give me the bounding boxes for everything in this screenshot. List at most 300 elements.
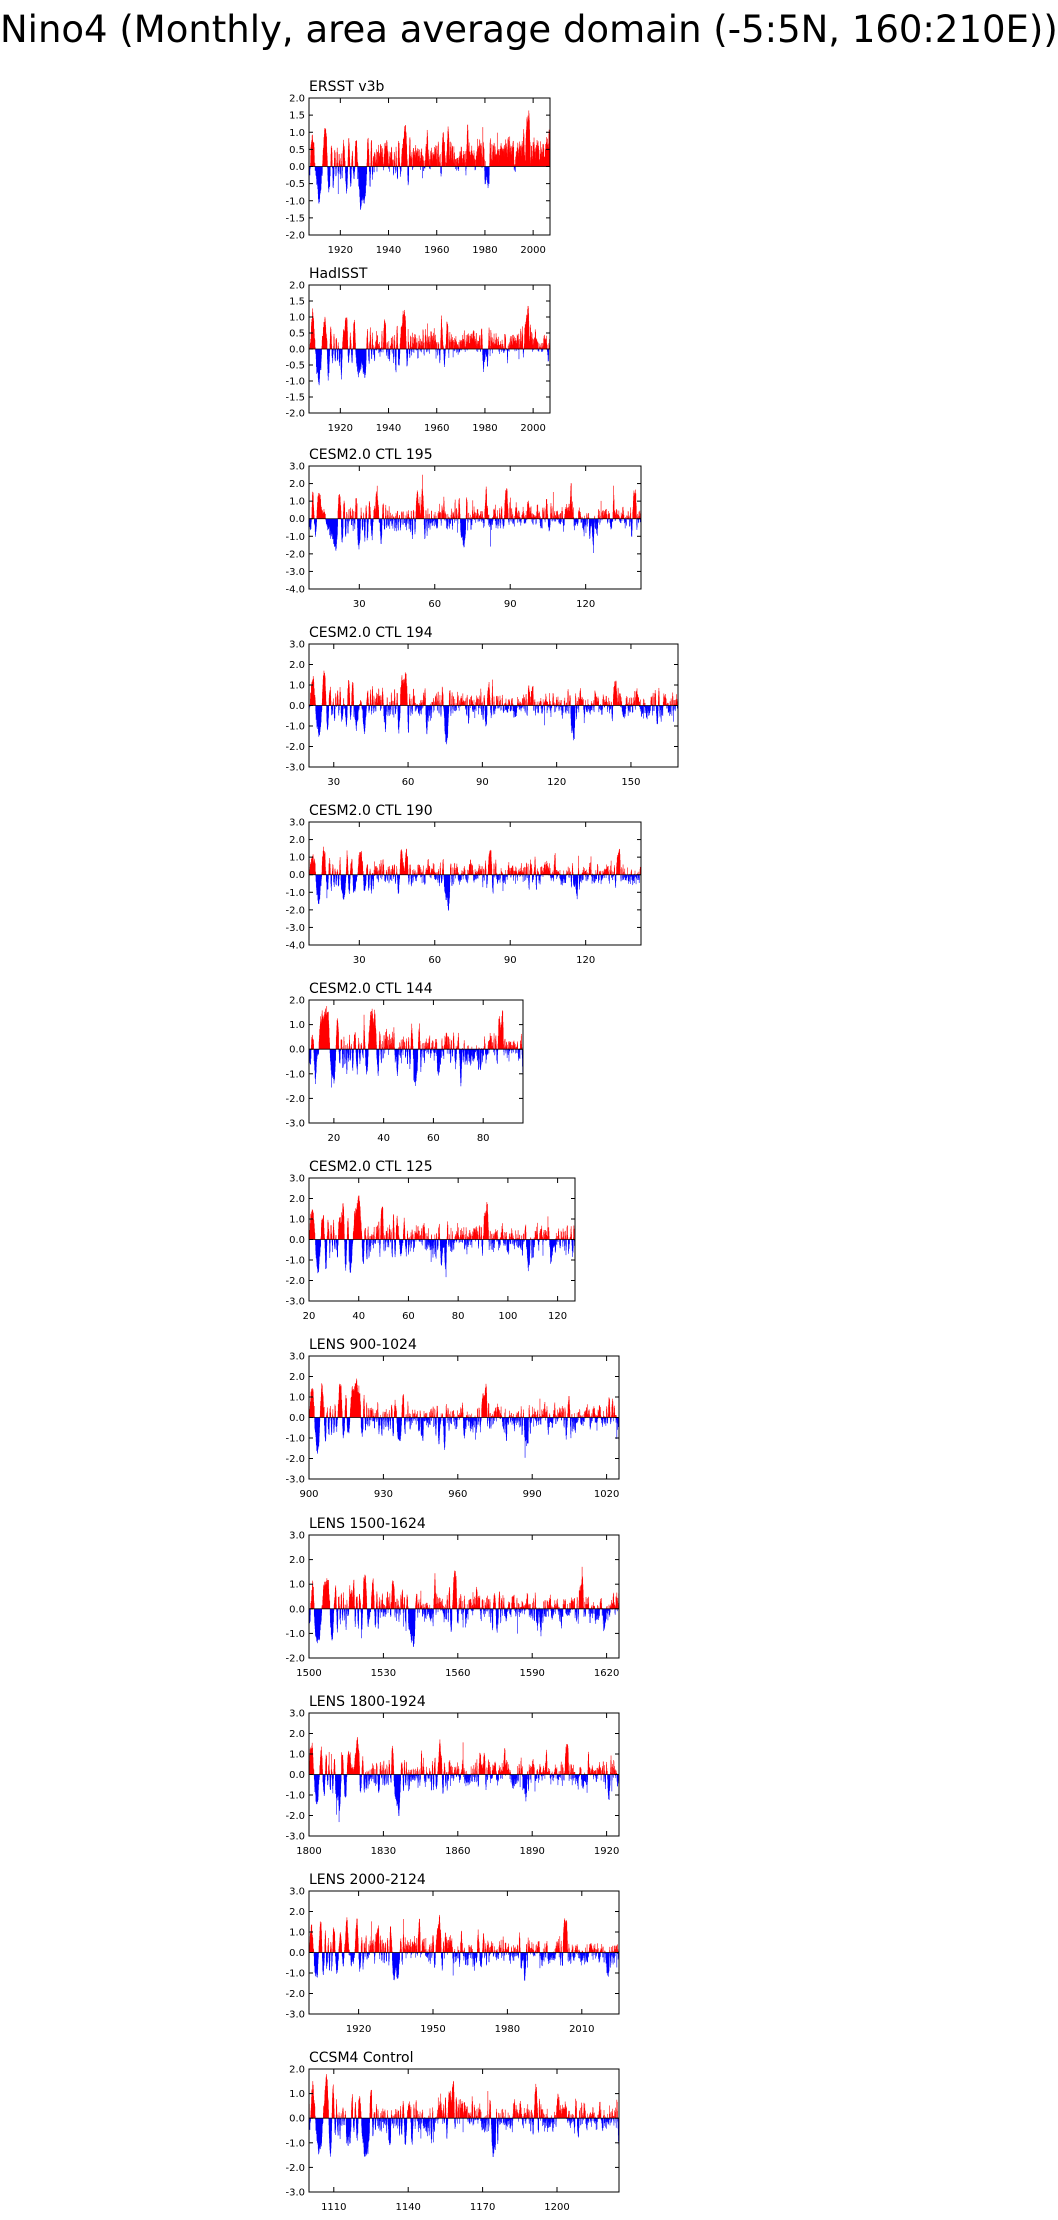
bar (536, 339, 537, 349)
bar (356, 143, 357, 166)
bar (504, 348, 505, 349)
bar (534, 338, 535, 349)
bar (513, 147, 514, 166)
bar (388, 163, 389, 166)
bar (397, 167, 398, 171)
bar (344, 158, 345, 167)
bar (541, 161, 542, 167)
bar (351, 167, 352, 184)
bar (491, 340, 492, 349)
bar (421, 155, 422, 166)
bar (370, 332, 371, 349)
bar (389, 167, 390, 172)
bar (511, 336, 512, 349)
bar (432, 155, 433, 166)
bar (378, 344, 379, 349)
bar (435, 341, 436, 349)
bar (402, 317, 403, 349)
bar (496, 161, 497, 167)
bar (441, 167, 442, 173)
bar (494, 334, 495, 349)
bar (324, 137, 325, 166)
bar (474, 164, 475, 166)
bar (404, 315, 405, 349)
bar (356, 140, 357, 166)
bar (331, 329, 332, 349)
bar (490, 338, 491, 349)
bar (397, 326, 398, 349)
bar (479, 146, 480, 167)
bar (314, 165, 315, 166)
bar (347, 327, 348, 349)
bar (474, 340, 475, 349)
bar (543, 144, 544, 167)
bar (540, 344, 541, 349)
bar (508, 348, 509, 349)
bar (365, 167, 366, 192)
bar (355, 167, 356, 169)
bar (322, 167, 323, 175)
bar (389, 341, 390, 349)
bar (326, 338, 327, 349)
bar (536, 150, 537, 167)
bar (541, 348, 542, 349)
bar (475, 160, 476, 167)
bar (401, 166, 402, 167)
bar (459, 342, 460, 349)
bar (430, 167, 431, 170)
bar (450, 346, 451, 349)
bar (547, 139, 548, 167)
bar (340, 167, 341, 175)
bar (471, 157, 472, 167)
bar (505, 154, 506, 166)
bar (457, 167, 458, 170)
bar (443, 347, 444, 349)
bar (431, 148, 432, 167)
bar (504, 146, 505, 166)
x-tick-label: 120 (576, 599, 595, 610)
bar (451, 158, 452, 167)
bar (386, 343, 387, 349)
bar (366, 167, 367, 175)
bar (526, 126, 527, 166)
bar (498, 150, 499, 166)
bar (338, 342, 339, 349)
bar (326, 137, 327, 167)
bar (373, 345, 374, 349)
bar (538, 154, 539, 167)
bar (517, 336, 518, 349)
bar (522, 333, 523, 349)
x-tick-label: 1920 (328, 423, 353, 434)
bar (509, 148, 510, 166)
bar (460, 340, 461, 349)
bar (424, 167, 425, 169)
bar (369, 167, 370, 172)
bar (403, 141, 404, 167)
bar (469, 336, 470, 349)
bar (475, 345, 476, 349)
bar (533, 146, 534, 167)
bar (317, 349, 318, 371)
bar (433, 162, 434, 167)
bar (468, 344, 469, 349)
bar (546, 339, 547, 349)
bar (458, 163, 459, 166)
bar (320, 167, 321, 189)
bar (498, 342, 499, 349)
bar (418, 151, 419, 167)
bar (457, 344, 458, 349)
bar (377, 152, 378, 166)
bar (408, 342, 409, 349)
bar (477, 344, 478, 349)
bar (335, 150, 336, 167)
bar (366, 167, 367, 186)
bar (358, 167, 359, 187)
bar (455, 167, 456, 170)
bar (421, 342, 422, 349)
bar (543, 145, 544, 167)
bar (540, 348, 541, 349)
bar (525, 152, 526, 166)
bar (443, 134, 444, 167)
bar (370, 341, 371, 349)
bar (426, 147, 427, 167)
bar (436, 145, 437, 166)
bar (446, 346, 447, 349)
bar (372, 161, 373, 167)
bar (478, 347, 479, 349)
bar (456, 159, 457, 167)
bar (453, 165, 454, 167)
bar (533, 340, 534, 349)
bar (528, 120, 529, 166)
bar (517, 344, 518, 349)
bar (514, 341, 515, 349)
bar (471, 334, 472, 349)
bar (422, 161, 423, 166)
bar (508, 138, 509, 166)
bar (409, 145, 410, 166)
bar (517, 344, 518, 349)
bar (400, 167, 401, 169)
bar (332, 160, 333, 166)
bar (406, 132, 407, 167)
bar (514, 164, 515, 166)
bar (385, 326, 386, 349)
bar (369, 342, 370, 349)
bar (386, 152, 387, 167)
bar (347, 167, 348, 185)
bar (351, 167, 352, 187)
bar (518, 149, 519, 167)
bar (470, 339, 471, 349)
bar (505, 337, 506, 349)
bar (470, 336, 471, 349)
bar (499, 151, 500, 167)
bar (374, 167, 375, 172)
bar (542, 156, 543, 166)
bar (355, 343, 356, 349)
bar (461, 341, 462, 349)
bar (468, 154, 469, 167)
bar (390, 164, 391, 166)
bar (467, 131, 468, 167)
bar (479, 153, 480, 166)
bar (472, 346, 473, 349)
bar (434, 341, 435, 349)
bar (374, 160, 375, 167)
bar (372, 167, 373, 175)
bar (506, 153, 507, 167)
bar (447, 138, 448, 166)
bar (528, 116, 529, 167)
bar (500, 345, 501, 349)
bar (402, 327, 403, 349)
bar (311, 340, 312, 349)
bar (532, 334, 533, 349)
bar (459, 158, 460, 166)
bar (330, 327, 331, 349)
bar (416, 153, 417, 167)
bar (405, 132, 406, 166)
bar (384, 154, 385, 166)
bar (507, 147, 508, 167)
bar (532, 159, 533, 166)
bar (459, 163, 460, 166)
bar (501, 147, 502, 166)
bar (496, 337, 497, 349)
bar (351, 167, 352, 178)
bar (309, 348, 310, 349)
bar (312, 316, 313, 349)
bar (545, 338, 546, 349)
bar (377, 343, 378, 349)
bar (541, 149, 542, 166)
bar (361, 167, 362, 205)
bar (313, 142, 314, 166)
bar (322, 338, 323, 349)
bar (472, 153, 473, 166)
bar (521, 346, 522, 349)
y-tick-label: 1.5 (289, 297, 305, 308)
bar (512, 345, 513, 349)
bar (516, 341, 517, 349)
bar (402, 148, 403, 166)
bar (480, 336, 481, 349)
bar (321, 348, 322, 349)
bar (529, 120, 530, 166)
bar (519, 149, 520, 167)
bar (365, 167, 366, 187)
bar (423, 343, 424, 349)
bar (494, 152, 495, 167)
bar (314, 329, 315, 349)
bar (526, 132, 527, 166)
bar (539, 347, 540, 349)
bar (494, 346, 495, 349)
bar (347, 167, 348, 189)
bar (353, 167, 354, 171)
bar (356, 141, 357, 166)
bar (394, 161, 395, 166)
bar (450, 165, 451, 167)
panel-title: ERSST v3b (309, 79, 384, 95)
bar (348, 139, 349, 167)
bar (354, 167, 355, 172)
bar (490, 154, 491, 167)
bar (436, 159, 437, 167)
bar (346, 318, 347, 349)
bar (314, 143, 315, 167)
bar (429, 156, 430, 166)
bar (427, 133, 428, 167)
bar (361, 167, 362, 198)
bar (470, 159, 471, 166)
bar (384, 322, 385, 349)
bar (314, 329, 315, 349)
bar (449, 159, 450, 166)
bar (452, 337, 453, 349)
bar (549, 132, 550, 166)
bar (543, 147, 544, 167)
bar (321, 167, 322, 183)
bar (535, 149, 536, 167)
bar (392, 337, 393, 349)
bar (373, 348, 374, 349)
bar (334, 158, 335, 167)
bar (421, 149, 422, 167)
bar (372, 333, 373, 349)
bar (442, 152, 443, 167)
bar (345, 161, 346, 166)
bar (317, 349, 318, 373)
bar (464, 333, 465, 349)
bar (414, 151, 415, 166)
x-tick-label: 1960 (424, 423, 449, 434)
x-tick-label: 1980 (472, 423, 497, 434)
bar (512, 339, 513, 349)
bar (337, 152, 338, 166)
bar (492, 162, 493, 167)
bar (380, 144, 381, 166)
bar (367, 150, 368, 166)
bar (445, 346, 446, 349)
x-tick-label: 1940 (376, 423, 401, 434)
bar (535, 332, 536, 349)
bar (471, 341, 472, 349)
bar (348, 166, 349, 167)
bar (429, 164, 430, 166)
bar (351, 340, 352, 349)
bar (313, 313, 314, 349)
bar (531, 166, 532, 167)
bar (430, 342, 431, 349)
bar (363, 167, 364, 199)
bar (312, 139, 313, 167)
bar (491, 159, 492, 167)
bar (448, 129, 449, 167)
bar (433, 158, 434, 166)
bar (392, 161, 393, 166)
bar (420, 167, 421, 170)
bar (354, 322, 355, 349)
bar (339, 161, 340, 166)
bar (530, 328, 531, 349)
bar (482, 335, 483, 349)
bar (538, 342, 539, 349)
bar (361, 167, 362, 206)
bar (469, 344, 470, 349)
bar (543, 151, 544, 166)
bar (535, 160, 536, 166)
bar (462, 158, 463, 167)
bar (338, 167, 339, 174)
bar (359, 167, 360, 184)
bar (455, 343, 456, 349)
bar (474, 161, 475, 167)
bar (545, 340, 546, 349)
bar (361, 167, 362, 208)
bar (439, 165, 440, 166)
bar (510, 151, 511, 166)
bar (409, 165, 410, 167)
bar (506, 151, 507, 167)
bar (488, 346, 489, 349)
bar (485, 161, 486, 166)
bar (520, 151, 521, 167)
bar (420, 161, 421, 167)
bar (362, 167, 363, 197)
bar (315, 348, 316, 349)
bar (317, 167, 318, 190)
bar (354, 167, 355, 176)
bar (481, 146, 482, 167)
bar (517, 148, 518, 167)
bar (537, 149, 538, 167)
bar (491, 330, 492, 349)
bar (407, 159, 408, 166)
bar (476, 158, 477, 167)
bar (382, 336, 383, 349)
bar (419, 347, 420, 349)
bar (365, 167, 366, 196)
bar (330, 344, 331, 349)
bar (494, 348, 495, 349)
bar (527, 119, 528, 166)
bar (334, 336, 335, 349)
bar (431, 150, 432, 166)
bar (473, 155, 474, 166)
bar (418, 158, 419, 166)
bar (490, 346, 491, 349)
bar (456, 341, 457, 349)
bar (441, 165, 442, 167)
bar (367, 139, 368, 166)
y-tick-label: -2.0 (285, 231, 305, 242)
bar (544, 344, 545, 349)
bar (374, 167, 375, 173)
bar (310, 167, 311, 170)
bar (377, 336, 378, 349)
bar (341, 161, 342, 166)
bar (513, 141, 514, 167)
bar (472, 155, 473, 167)
bar (455, 159, 456, 166)
bar (452, 148, 453, 167)
